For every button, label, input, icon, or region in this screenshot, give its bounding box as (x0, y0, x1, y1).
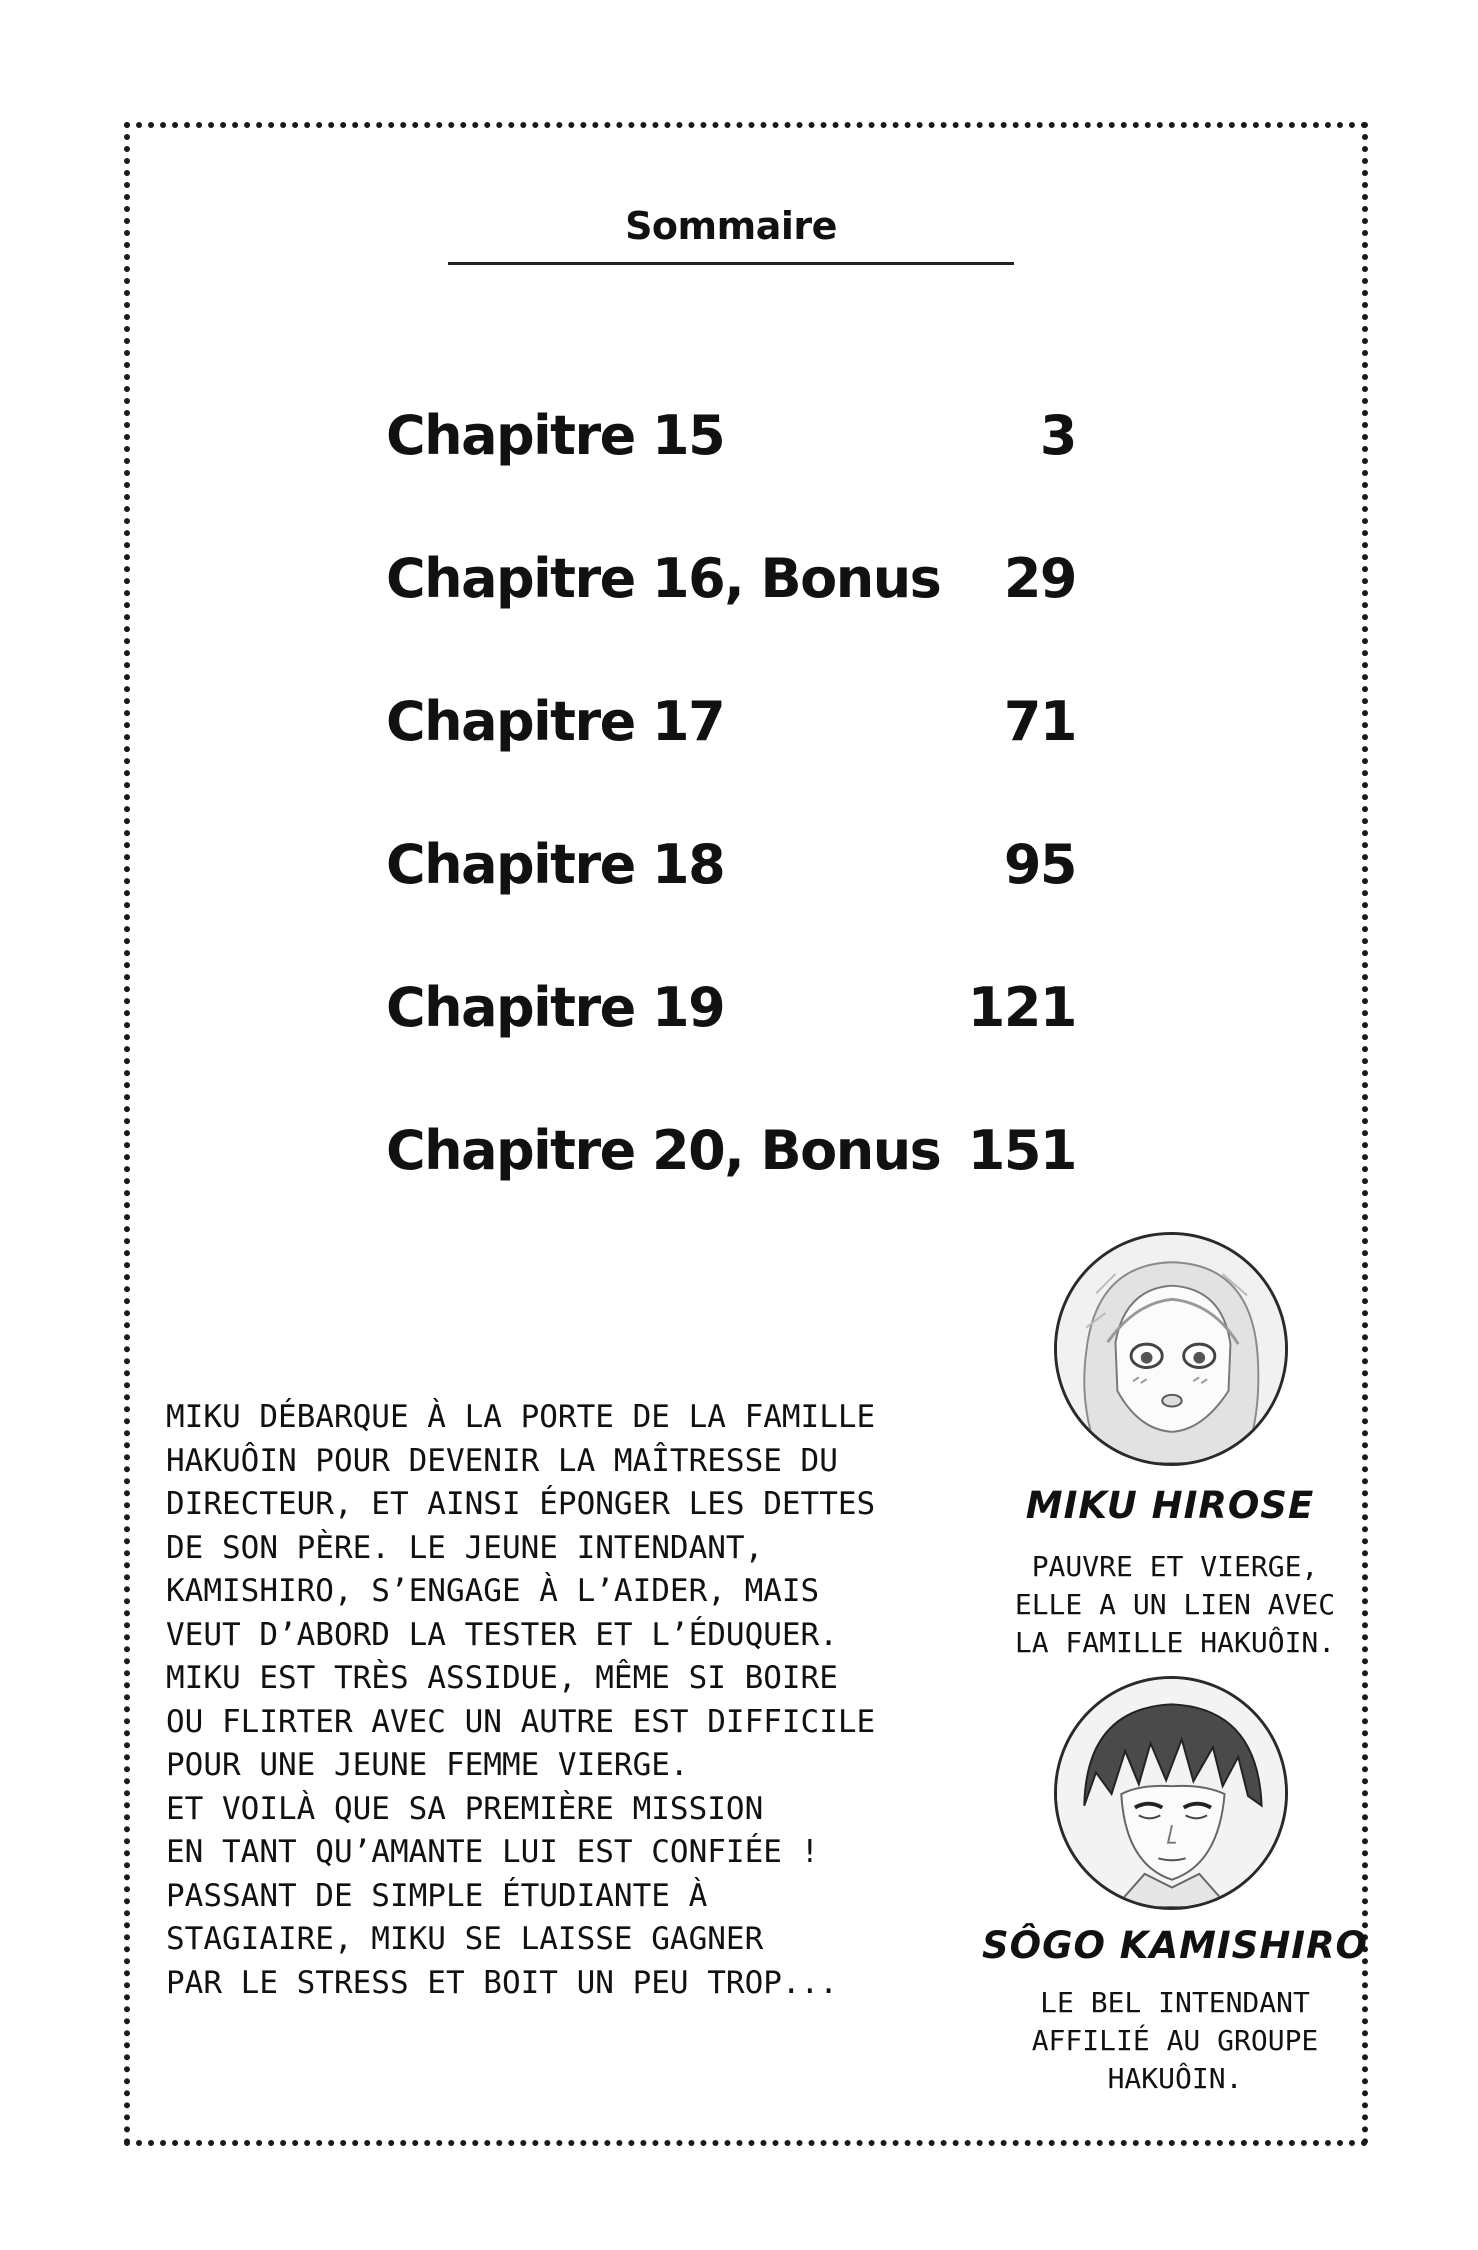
toc-page-number: 95 (1003, 833, 1076, 896)
toc-row (386, 690, 1076, 833)
toc-page-number: 151 (967, 1119, 1076, 1182)
toc-row (386, 404, 1076, 547)
toc-chapter-label: Chapitre 20, Bonus (386, 1119, 941, 1182)
character-description: PAUVRE ET VIERGE, ELLE A UN LIEN AVEC LA FAMILLE HAKUÔIN. (1014, 1550, 1336, 1659)
toc-chapter-label: Chapitre 16, Bonus (386, 547, 941, 610)
table-of-contents (386, 404, 1076, 1262)
story-summary: MIKU DÉBARQUE À LA PORTE DE LA FAMILLE HAKUÔIN POUR DEVENIR LA MAÎTRESSE DU DIRECTEUR, ET AINSI ÉPONGER LES DETTES DE SON PÈRE. LE JEUNE INTENDANT, KAMISHIRO, S’ENGAGE À L’AIDER, MAIS VEUT D’ABORD LA TESTER ET L’ÉDUQUER. MIKU EST TRÈS ASSIDUE, MÊME SI BOIRE OU FLIRTER AVEC UN AUTRE EST DIFFICILE POUR UNE JEUNE FEMME VIERGE. ET VOILÀ QUE SA PREMIÈRE MISSION EN TANT QU’AMANTE LUI EST CONFIÉE ! PASSANT DE SIMPLE ÉTUDIANTE À STAGIAIRE, MIKU SE LAISSE GAGNER PAR LE STRESS ET BOIT UN PEU TROP... (166, 1399, 876, 2001)
character-name: MIKU HIROSE (1025, 1484, 1315, 1527)
toc-page-number: 121 (967, 976, 1076, 1039)
toc-row (386, 976, 1076, 1119)
title-underline (448, 262, 1014, 265)
character-name: SÔGO KAMISHIRO (981, 1924, 1369, 1967)
toc-chapter-label: Chapitre 19 (386, 976, 725, 1039)
toc-page-number: 29 (1003, 547, 1076, 610)
toc-page-number: 3 (1039, 404, 1076, 467)
toc-row (386, 1119, 1076, 1262)
toc-chapter-label: Chapitre 17 (386, 690, 725, 753)
toc-chapter-label: Chapitre 15 (386, 404, 725, 467)
sogo-portrait-icon (1054, 1676, 1288, 1910)
toc-page-number: 71 (1003, 690, 1076, 753)
character-description: LE BEL INTENDANT AFFILIÉ AU GROUPE HAKUÔIN. (1031, 1986, 1319, 2095)
miku-portrait-icon (1054, 1232, 1288, 1466)
toc-row (386, 547, 1076, 690)
page-title: Sommaire (625, 204, 837, 248)
toc-row (386, 833, 1076, 976)
toc-chapter-label: Chapitre 18 (386, 833, 725, 896)
